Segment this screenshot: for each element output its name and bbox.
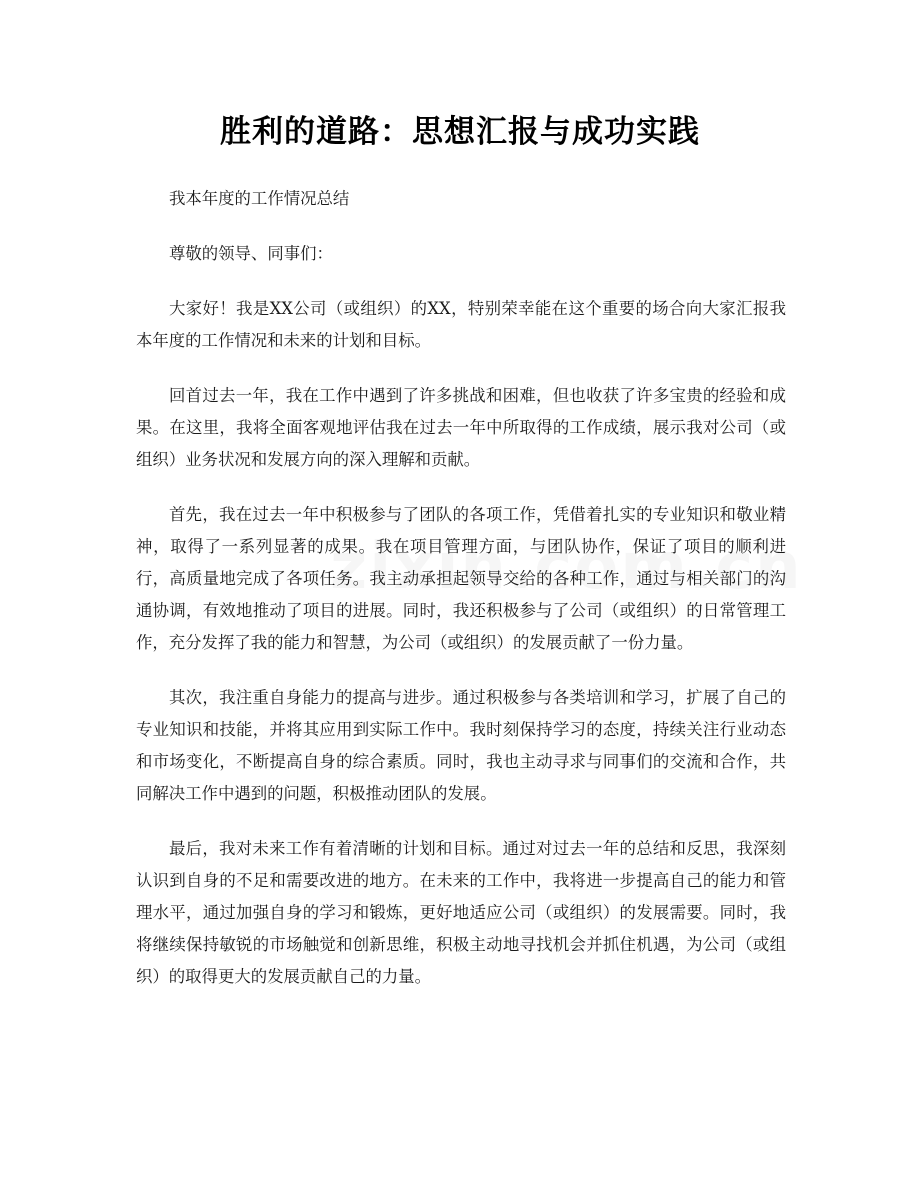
paragraph-heading: 我本年度的工作情况总结 [169,189,350,208]
paragraph-salutation: 尊敬的领导、同事们： [169,244,333,263]
paragraph-last: 最后，我对未来工作有着清晰的计划和目标。通过对过去一年的总结和反思，我深刻认识到自身的不足和需要改进的地方。在未来的工作中，我将进一步提高自己的能力和管理水平，通过加强自身的学习和锻炼，更好地适应公司（或组织）的发展需要。同时，我将继续保持敏锐的市场触觉和创新思维，积极主动地寻找机会并抓住机遇，为公司（或组织）的取得更大的发展贡献自己的力量。 [136,839,786,986]
paragraph-second: 其次，我注重自身能力的提高与进步。通过积极参与各类培训和学习，扩展了自己的专业知识和技能，并将其应用到实际工作中。我时刻保持学习的态度，持续关注行业动态和市场变化，不断提高自身的综合素质。同时，我也主动寻求与同事们的交流和合作，共同解决工作中遇到的问题，积极推动团队的发展。 [136,688,786,803]
paragraph-greeting: 大家好！我是XX公司（或组织）的XX，特别荣幸能在这个重要的场合向大家汇报我本年度的工作情况和未来的计划和目标。 [136,299,786,350]
paragraph-review: 回首过去一年，我在工作中遇到了许多挑战和困难，但也收获了许多宝贵的经验和成果。在这里，我将全面客观地评估我在过去一年中所取得的工作成绩，展示我对公司（或组织）业务状况和发展方向的深入理解和贡献。 [136,386,786,469]
document-body [136,183,786,1016]
document-title: 胜利的道路：思想汇报与成功实践 [220,114,700,150]
paragraph-first: 首先，我在过去一年中积极参与了团队的各项工作，凭借着扎实的专业知识和敬业精神，取得了一系列显著的成果。我在项目管理方面，与团队协作，保证了项目的顺利进行，高质量地完成了各项任务。我主动承担起领导交给的各种工作，通过与相关部门的沟通协调，有效地推动了项目的进展。同时，我还积极参与了公司（或组织）的日常管理工作，充分发挥了我的能力和智慧，为公司（或组织）的发展贡献了一份力量。 [136,505,786,652]
